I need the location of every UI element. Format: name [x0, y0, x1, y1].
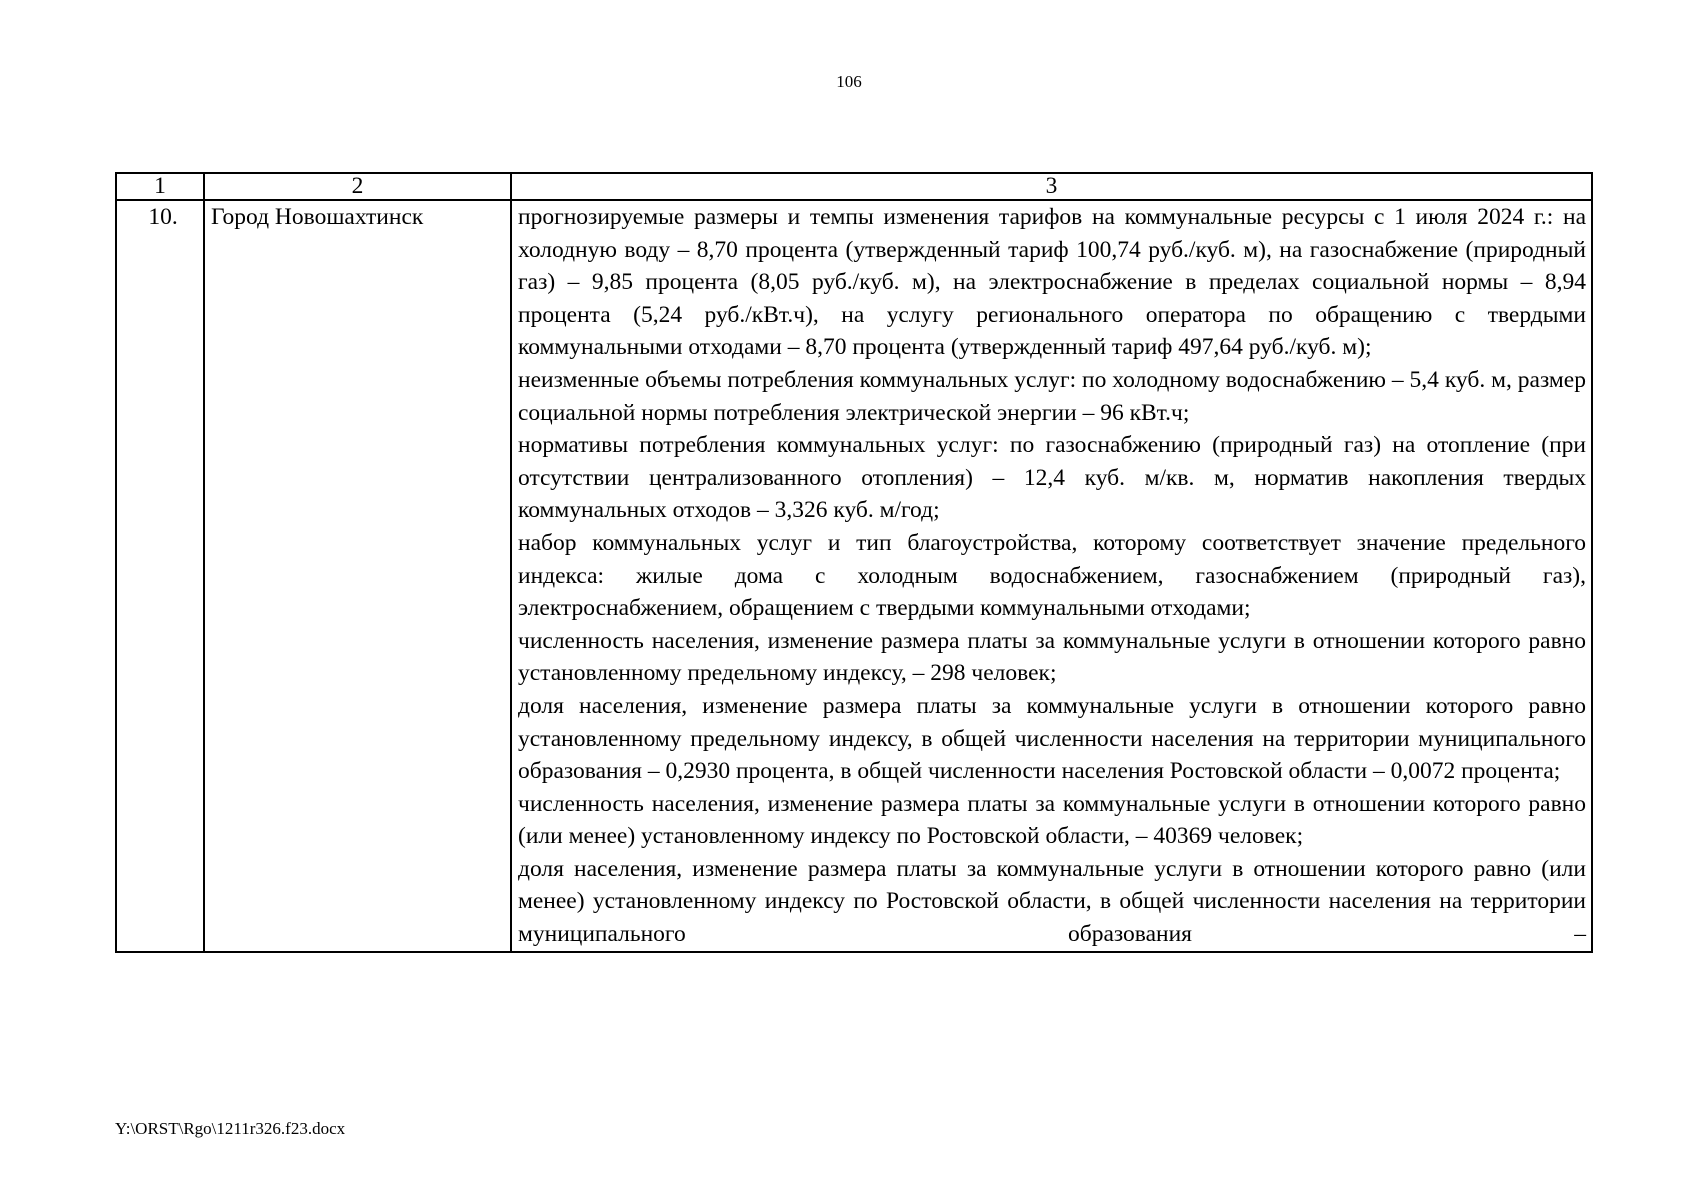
population-count-regional-paragraph: численность населения, изменение размера платы за коммунальные услуги в отношении которого равно (или менее) установленному индексу по Ростовской области, – 40369 человек;: [518, 790, 1586, 850]
population-share-paragraph: доля населения, изменение размера платы за коммунальные услуги в отношении которого равно установленному предельному индексу, в общей численности населения на территории муниципального образования – 0,2930 процента, в общей численности населения Ростовской области – 0,0072 процента;: [518, 692, 1586, 785]
municipality-name: Город Новошахтинск: [211, 204, 424, 230]
page-number: 106: [836, 72, 862, 91]
table-header-row: [116, 173, 1592, 200]
municipality-cell: [204, 200, 511, 952]
table-row: [116, 200, 1592, 952]
row-number: 10.: [148, 204, 178, 230]
content-cell: [511, 200, 1592, 952]
column-header-3: 3: [511, 173, 1592, 200]
services-set-paragraph: набор коммунальных услуг и тип благоустройства, которому соответствует значение предельного индекса: жилые дома с холодным водоснабжением, газоснабжением (природный газ), электроснабжением, обращением с твердыми коммунальными отходами;: [518, 529, 1586, 622]
row-number-cell: [116, 200, 204, 952]
column-header-1: 1: [116, 173, 204, 200]
column-header-2: 2: [204, 173, 511, 200]
footer-file-path: Y:\ORST\Rgo\1211r326.f23.docx: [115, 1119, 346, 1138]
consumption-norms-paragraph: нормативы потребления коммунальных услуг: по газоснабжению (природный газ) на отопление (при отсутствии централизованного отопления) – 12,4 куб. м/кв. м, норматив накопления твердых коммунальных отходов – 3,326 куб. м/год;: [518, 432, 1586, 524]
population-count-paragraph: численность населения, изменение размера платы за коммунальные услуги в отношении которого равно установленному предельному индексу, – 298 человек;: [518, 627, 1586, 687]
consumption-volume-paragraph: неизменные объемы потребления коммунальных услуг: по холодному водоснабжению – 5,4 куб. м, размер социальной нормы потребления электрической энергии – 96 кВт.ч;: [518, 366, 1586, 426]
tariff-paragraph: прогнозируемые размеры и темпы изменения тарифов на коммунальные ресурсы с 1 июля 2024 г.: на холодную воду – 8,70 процента (утвержденный тариф 100,74 руб./куб. м), на газоснабжение (природный газ) – 9,85 процента (8,05 руб./куб. м), на электроснабжение в пределах социальной нормы – 8,94 процента (5,24 руб./кВт.ч), на услугу регионального оператора по обращению с твердыми коммунальными отходами – 8,70 процента (утвержденный тариф 497,64 руб./куб. м);: [518, 204, 1586, 361]
population-share-regional-paragraph: доля населения, изменение размера платы за коммунальные услуги в отношении которого равно (или менее) установленному индексу по Ростовской области, в общей численности населения на территории муниципального образования –: [518, 855, 1586, 948]
tariff-table: [115, 172, 1593, 953]
